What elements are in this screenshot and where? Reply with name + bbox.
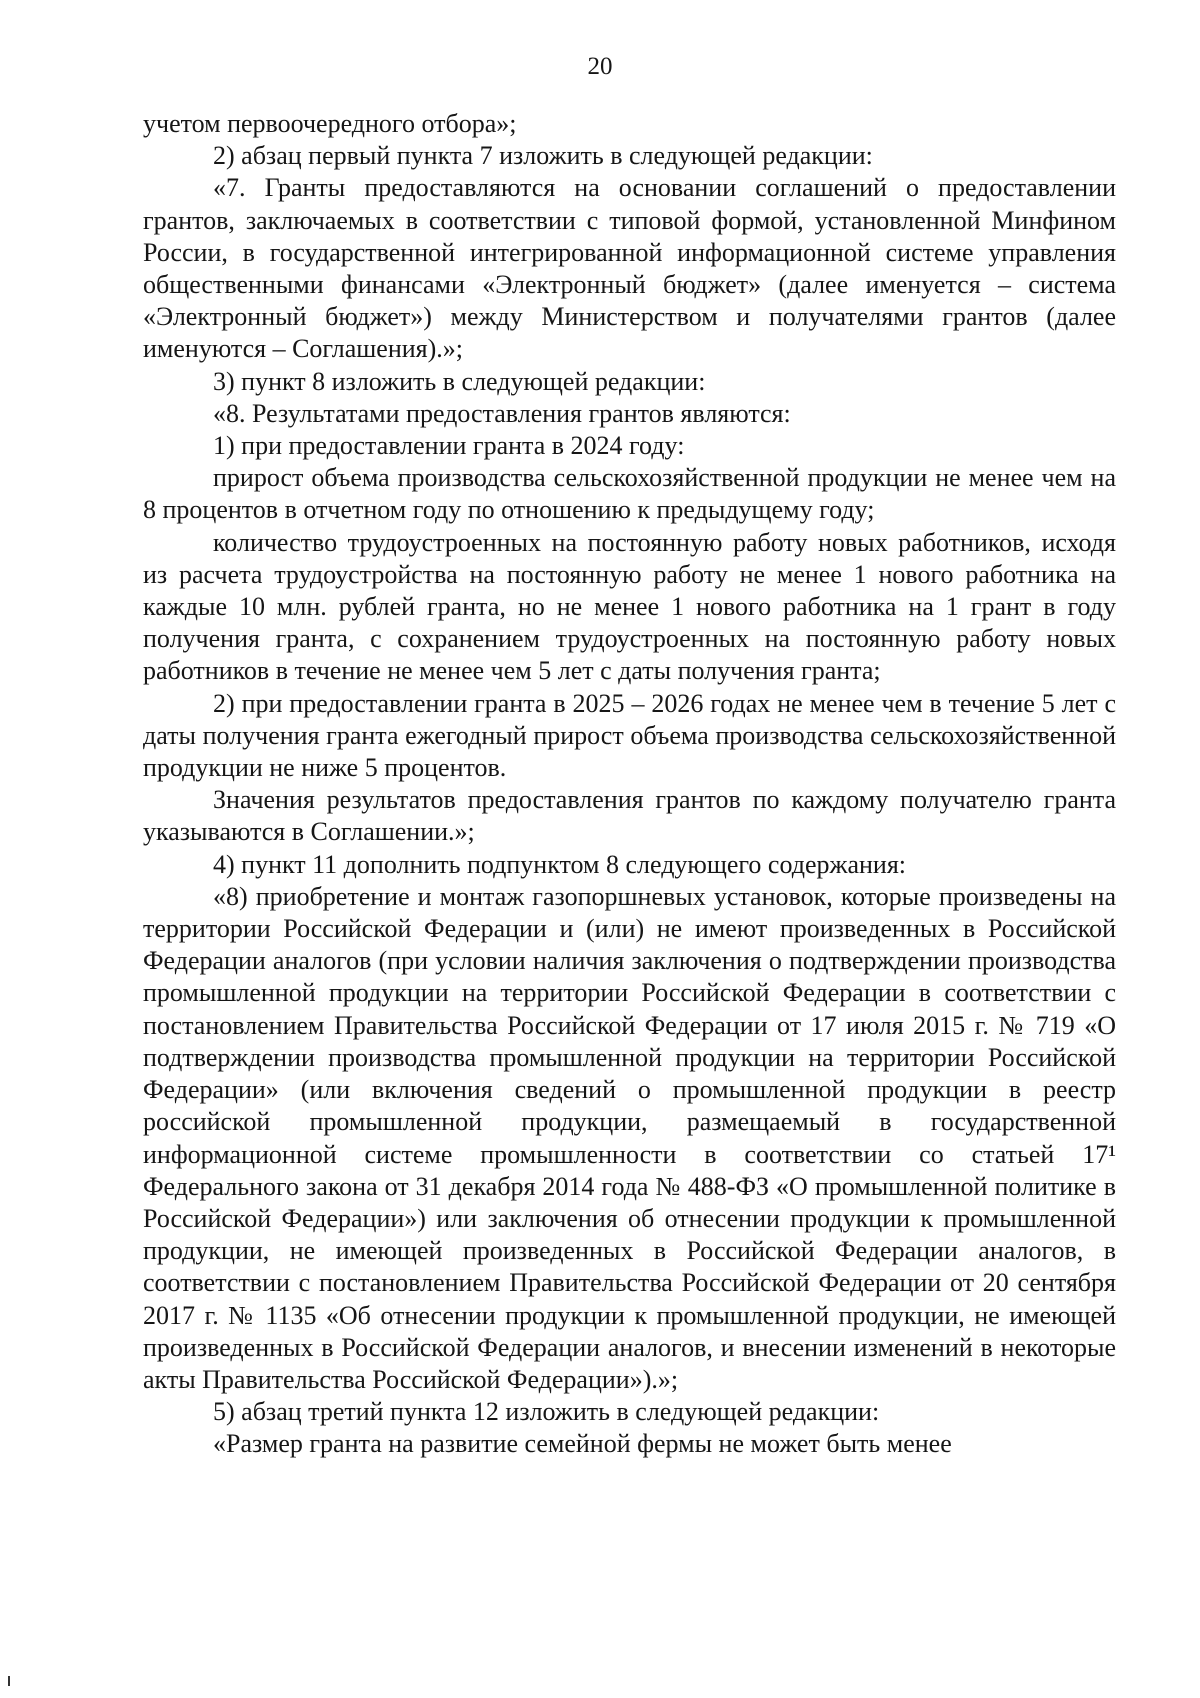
paragraph-11: 4) пункт 11 дополнить подпунктом 8 следующего содержания: [213,849,906,879]
document-body [143,108,1116,1461]
paragraph-12: «8) приобретение и монтаж газопоршневых установок, которые произведены на территории Российской Федерации и (или) не имеют произведенных в Российской Федерации аналогов (при условии наличия заключения о подтверждении производства промышленной продукции на территории Российской Федерации в соответствии с постановлением Правительства Российской Федерации от 17 июля 2015 г. № 719 «О подтверждении производства промышленной продукции на территории Российской Федерации» (или включения сведений о промышленной продукции в реестр российской промышленной продукции, размещаемый в государственной информационной системе промышленности в соответствии со статьей 17¹ Федерального закона от 31 декабря 2014 года № 488-ФЗ «О промышленной политике в Российской Федерации») или заключения об отнесении продукции к промышленной продукции, не имеющей произведенных в Российской Федерации аналогов, в соответствии с постановлением Правительства Российской Федерации от 20 сентября 2017 г. № 1135 «Об отнесении продукции к промышленной продукции, не имеющей произведенных в Российской Федерации аналогов, и внесении изменений в некоторые акты Правительства Российской Федерации»).»; [143,881,1116,1394]
page-number: 20 [587,53,613,80]
paragraph-3: «7. Гранты предоставляются на основании соглашений о предоставлении грантов, заключаемых в соответствии с типовой формой, установленной Минфином России, в государственной интегрированной информационной системе управления общественными финансами «Электронный бюджет» (далее именуется – система «Электронный бюджет») между Министерством и получателями грантов (далее именуются – Соглашения).»; [143,173,1116,364]
paragraph-5: «8. Результатами предоставления грантов являются: [213,398,791,428]
paragraph-8: количество трудоустроенных на постоянную работу новых работников, исходя из расчета трудоустройства на постоянную работу не менее 1 нового работника на каждые 10 млн. рублей гранта, но не менее 1 нового работника на 1 грант в году получения гранта, с сохранением трудоустроенных на постоянную работу новых работников в течение не менее чем 5 лет с даты получения гранта; [143,527,1116,686]
paragraph-4: 3) пункт 8 изложить в следующей редакции: [213,366,706,396]
paragraph-6: 1) при предоставлении гранта в 2024 году: [213,431,685,461]
paragraph-1: учетом первоочередного отбора»; [143,109,517,138]
paragraph-14: «Размер гранта на развитие семейной фермы не может быть менее [213,1429,952,1459]
paragraph-9: 2) при предоставлении гранта в 2025 – 2026 годах не менее чем в течение 5 лет с даты получения гранта ежегодный прирост объема производства сельскохозяйственной продукции не ниже 5 процентов. [143,688,1116,783]
paragraph-2: 2) абзац первый пункта 7 изложить в следующей редакции: [213,141,873,171]
paragraph-10: Значения результатов предоставления грантов по каждому получателю гранта указываются в Соглашении.»; [143,785,1116,847]
scan-mark [8,1676,10,1686]
paragraph-13: 5) абзац третий пункта 12 изложить в следующей редакции: [213,1397,880,1427]
paragraph-7: прирост объема производства сельскохозяйственной продукции не менее чем на 8 процентов в отчетном году по отношению к предыдущему году; [143,463,1116,525]
